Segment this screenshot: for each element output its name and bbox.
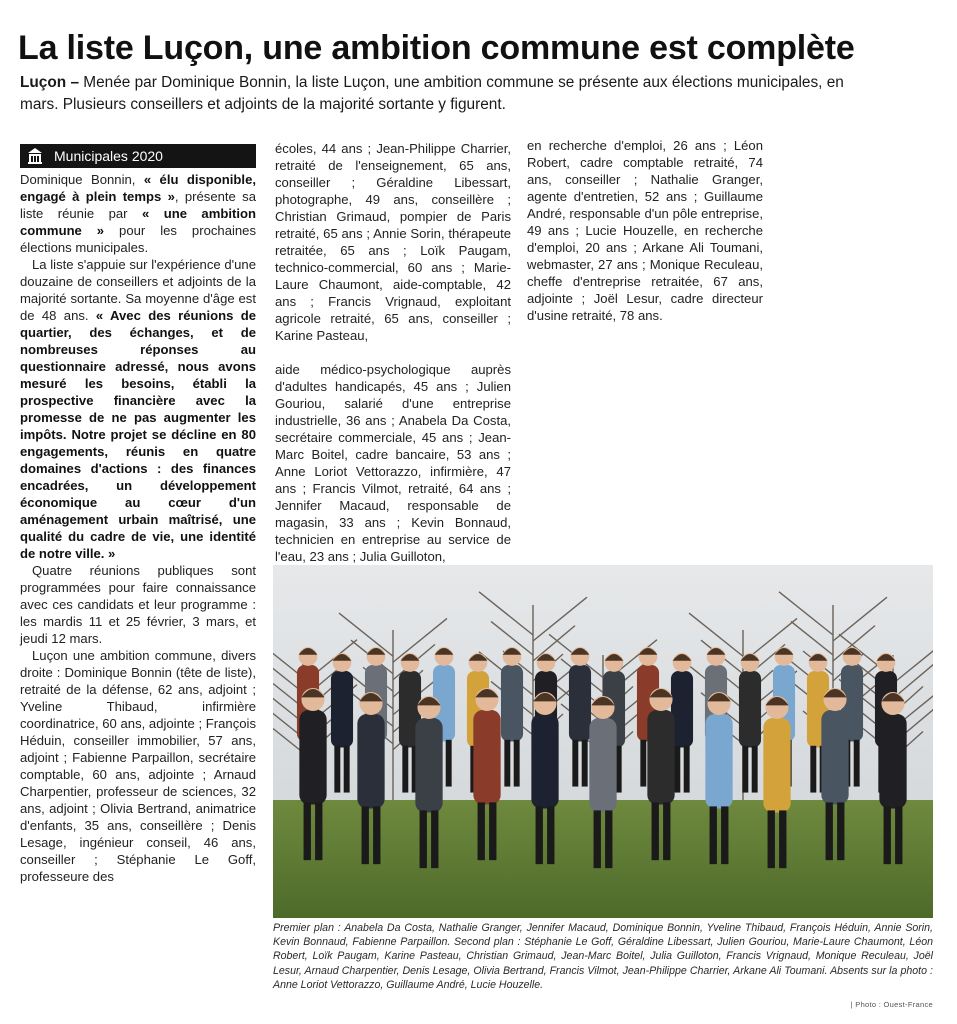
lede-location: Luçon – bbox=[20, 74, 79, 91]
section-label: Municipales 2020 bbox=[54, 148, 163, 164]
paragraph-candidates: Luçon une ambition commune, divers droite : Dominique Bonnin (tête de liste), retraité de la défense, 62 ans, adjoint ; Yveline Thibaud, infirmière coordinatrice, 60 ans, adjointe ; François Héduin, conseiller immobilier, 57 ans, adjoint ; Fabienne Parpaillon, secrétaire comptable, 60 ans, adjointe ; Arnaud Charpentier, professeur de sciences, 32 ans, adjoint ; Olivia Bertrand, animatrice d'enfants, 35 ans, conseillère ; Denis Lesage, ingénieur conseil, 46 ans, conseiller ; Stéphanie Le Goff, professeure des bbox=[20, 648, 256, 884]
article-column-3 bbox=[527, 137, 763, 324]
candidates-continued-c: en recherche d'emploi, 26 ans ; Léon Robert, cadre comptable retraité, 74 ans, conseiller ; Nathalie Granger, agente d'entretien, 52 ans ; Guillaume André, responsable d'un pôle entreprise, 49 ans ; Lucie Houzelle, en recherche d'emploi, 20 ans ; Arkane Ali Toumani, webmaster, 27 ans ; Monique Reculeau, cheffe d'entreprise retraitée, 67 ans, adjointe ; Joël Lesur, cadre directeur d'usine retraité, 78 ans. bbox=[527, 138, 763, 323]
section-banner bbox=[20, 144, 256, 168]
article-column-1 bbox=[20, 144, 256, 885]
candidates-continued-b: aide médico-psychologique auprès d'adultes handicapés, 45 ans ; Julien Gouriou, salarié d'une entreprise industrielle, 36 ans ; Anabela Da Costa, secrétaire commerciale, 45 ans ; Jean-Marc Boitel, cadre bancaire, 53 ans ; Anne Loriot Vettorazzo, infirmière, 47 ans ; Francis Vilmot, retraité, 64 ans ; Jennifer Macaud, responsable de magasin, 33 ans ; Kevin Bonnaud, technicien en entreprise au service de l'eau, 23 ans ; Julia Guilloton, bbox=[275, 362, 511, 564]
article-lede bbox=[20, 72, 850, 116]
intro-text-b: , présente sa liste réunie par bbox=[20, 189, 256, 221]
intro-text-c: pour les prochaines élections municipales. bbox=[20, 223, 256, 255]
intro-quote-b: « une ambition commune » bbox=[20, 206, 256, 238]
article-headline: La liste Luçon, une ambition commune est complète bbox=[18, 29, 855, 67]
group-photo bbox=[273, 565, 933, 918]
experience-quote: « Avec des réunions de quartier, des échanges, et de nombreuses réponses au questionnaire adressé, nous avons mesuré les besoins, établi la prospective financière avec la promesse de ne pas augmenter les impôts. Notre projet se décline en 80 engagements, réunis en quatre domaines d'actions : des finances encadrées, un développement économique au cœur d'un aménagement urbain maîtrisé, une qualité du cadre de vie, une identité de notre ville. » bbox=[20, 308, 257, 561]
candidates-continued-a: écoles, 44 ans ; Jean-Philippe Charrier, retraité de l'enseignement, 65 ans, conseiller ; Géraldine Libessart, photographe, 49 ans, conseillère ; Christian Grimaud, pompier de Paris retraité, 65 ans ; Annie Sorin, thérapeute retraitée, 65 ans ; Loïk Paugam, technico-commercial, 60 ans ; Marie-Laure Chaumont, aide-comptable, 42 ans ; Francis Vrignaud, exploitant agricole retraité, 65 ans, conseiller ; Karine Pasteau, bbox=[275, 141, 511, 343]
experience-text: La liste s'appuie sur l'expérience d'une douzaine de conseillers et adjoints de la majorité sortante. Sa moyenne d'âge est de 48 ans. bbox=[20, 257, 256, 323]
town-hall-icon bbox=[26, 147, 44, 165]
intro-quote-a: « élu disponible, engagé à plein temps » bbox=[20, 172, 256, 204]
photo-credit: | Photo : Ouest-France bbox=[850, 1000, 933, 1009]
article-column-2 bbox=[275, 140, 511, 565]
lede-text: Menée par Dominique Bonnin, la liste Luçon, une ambition commune se présente aux élections municipales, en mars. Plusieurs conseillers et adjoints de la majorité sortante y figurent. bbox=[20, 74, 844, 113]
paragraph-experience bbox=[20, 256, 256, 562]
paragraph-meetings: Quatre réunions publiques sont programmées pour faire connaissance avec ces candidats et leur programme : les mardis 11 et 25 février, 3 mars, et jeudi 12 mars. bbox=[20, 563, 256, 646]
photo-caption: Premier plan : Anabela Da Costa, Nathalie Granger, Jennifer Macaud, Dominique Bonnin, Yveline Thibaud, François Héduin, Annie Sorin, Kevin Bonnaud, Fabienne Parpaillon. Second plan : Stéphanie Le Goff, Géraldine Libessart, Julien Gouriou, Marie-Laure Chaumont, Léon Robert, Loïk Paugam, Karine Pasteau, Christian Grimaud, Jean-Marc Boitel, Julia Guilloton, Francis Vrignaud, Monique Reculeau, Joël Lesur, Arnaud Charpentier, Denis Lesage, Olivia Bertrand, Francis Vilmot, Jean-Philippe Charrier, Arkane Ali Toumani. Absents sur la photo : Anne Loriot Vettorazzo, Guillaume André, Lucie Houzelle. bbox=[273, 922, 933, 991]
intro-text-a: Dominique Bonnin, bbox=[20, 172, 144, 187]
paragraph-intro bbox=[20, 171, 256, 256]
group-photo-icon bbox=[273, 565, 933, 918]
